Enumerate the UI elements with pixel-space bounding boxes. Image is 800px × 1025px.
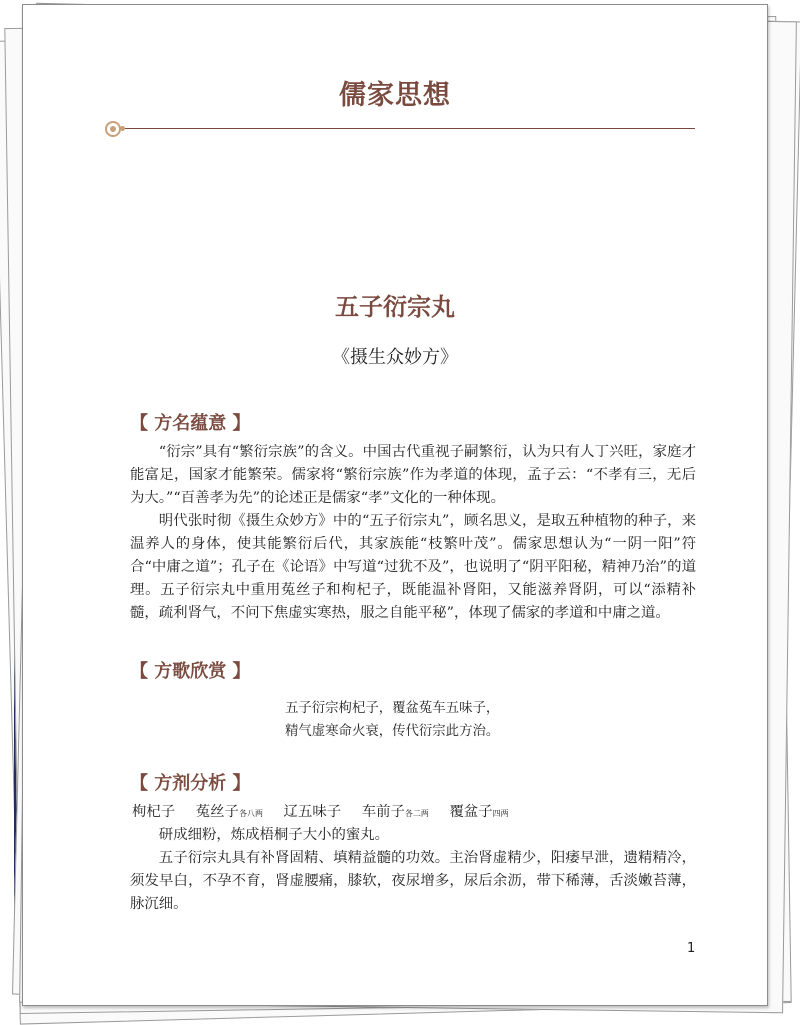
section-heading-analysis: 【 方剂分析 】: [130, 773, 251, 794]
meaning-paragraph: 明代张时彻《摄生众妙方》中的“五子衍宗丸”，顾名思义，是取五种植物的种子，来温养人的身体，使其能繁衍后代，其家族能“枝繁叶茂”。儒家思想认为“一阴一阳”符合“中庸之道”；孔子在《论语》中写道“过犹不及”，也说明了“阴平阳秘，精神乃治”的道理。五子衍宗丸中重用菟丝子和枸杞子，既能温补肾阳，又能滋养肾阴，可以“添精补髓，疏利肾气，不问下焦虚实寒热，服之自能平秘”，体现了儒家的孝道和中庸之道。: [130, 513, 696, 621]
formula-name: 五子衍宗丸: [335, 292, 455, 321]
page-number: 1: [687, 941, 696, 956]
ingredient: 枸杞子: [132, 804, 176, 820]
formula-source: 《摄生众妙方》: [332, 347, 458, 368]
song-line: 五子衍宗枸杞子，覆盆菟车五味子，: [285, 701, 500, 716]
analysis-body: [130, 824, 696, 916]
analysis-paragraph: 研成细粉，炼成梧桐子大小的蜜丸。: [158, 827, 390, 843]
document-page: [22, 4, 768, 1006]
ingredient-list: [132, 801, 692, 825]
ingredient: 车前子各二两: [361, 804, 429, 820]
meaning-body: [130, 441, 696, 625]
chapter-title: 儒家思想: [339, 80, 451, 111]
song-line: 精气虚寒命火衰，传代衍宗此方治。: [285, 724, 500, 739]
analysis-paragraph: 五子衍宗丸具有补肾固精、填精益髓的功效。主治肾虚精少，阳痿早泄，遗精精冷，须发早白，不孕不育，肾虚腰痛，膝软，夜尿增多，尿后余沥，带下稀薄，舌淡嫩苔薄，脉沉细。: [130, 850, 696, 912]
ingredient: 辽五味子: [283, 804, 342, 820]
section-heading-song: 【 方歌欣赏 】: [130, 661, 251, 682]
header-divider: [125, 128, 695, 129]
section-heading-meaning: 【 方名蕴意 】: [130, 413, 251, 434]
meaning-paragraph: “衍宗”具有“繁衍宗族”的含义。中国古代重视子嗣繁衍，认为只有人丁兴旺，家庭才能富足，国家才能繁荣。儒家将“繁衍宗族”作为孝道的体现，孟子云：“不孝有三，无后为大。”“百善孝为先”的论述正是儒家“孝”文化的一种体现。: [130, 444, 696, 506]
ingredient: 菟丝子各八两: [195, 804, 263, 820]
ingredient: 覆盆子四两: [449, 804, 509, 820]
ornament-circle-icon: [105, 121, 121, 137]
formula-song: [285, 697, 585, 743]
